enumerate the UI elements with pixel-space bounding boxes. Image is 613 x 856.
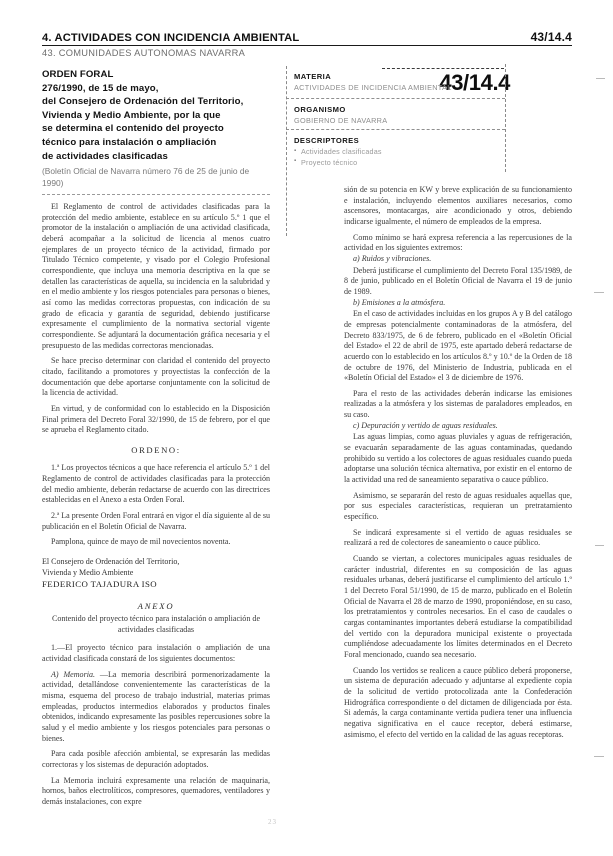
metadata-materia <box>294 72 452 92</box>
paragraph: En el caso de actividades incluidas en los grupos A y B del catálogo de empresas potencialmente contaminadoras de la atmósfera, del Decreto 833/1975, de 6 de febrero, publicado en el «Boletín Oficial del Estado» el 22 de abril de 1975, este apartado deberá redactarse de acuerdo con lo establecido en los artículos 8.º y 10.º de la Orden de 18 de octubre de 1976, del Ministerio de Industria, publicada en el «Boletín Oficial del Estado» el 3 de diciembre de 1976. <box>344 309 572 383</box>
materia-value: ACTIVIDADES DE INCIDENCIA AMBIENTAL <box>294 82 452 92</box>
list-item: ▪ Actividades clasificadas <box>294 147 382 158</box>
title-line: de actividades clasificadas <box>42 150 168 162</box>
paragraph: Cuando se viertan, a colectores municipales aguas residuales de carácter industrial, diferentes en su composición de las aguas residuales urbanas, deberá justificarse el cumplimiento del artículo 1.º 1 del Decreto Foral 51/1990, de 15 de marzo, publicado en el Boletín Oficial de Navarra el 28 de marzo de 1990, proponiéndose, en su caso, los pretratamientos y controles necesarios. En el caso de caudales o cargas contaminantes importantes deberá estudiarse la compatibilidad del vertido con la depuradora municipal existente o proyectada cumpliéndose adecuadamente los límites determinados en el Decreto Foral mencionado, cuando sea necesario. <box>344 554 572 659</box>
descriptores-list <box>294 147 382 169</box>
paragraph: sión de su potencia en KW y breve explicación de su funcionamiento e instalación, incluyendo elementos auxiliares necesarios, como ascensores, montacargas, aire acondicionado y otros, debiendo indicarse igualmente, el número de empleados de la empresa. <box>344 185 572 226</box>
scan-artifact <box>594 292 604 293</box>
organismo-value: GOBIERNO DE NAVARRA <box>294 115 388 125</box>
title-line: Vivienda y Medio Ambiente, por la que <box>42 109 221 121</box>
anexo-a-text: —La memoria describirá pormenorizadamente la actividad, detallándose convenientemente las características de la misma, esquema del proceso de trabajo industrial, materias primas empleadas, productos intermedios elaborados y productos finales obtenidos, indicando expresamente las posibles repercusiones sobre la salud y el medio ambiente y los riesgos potenciales para personas o bienes. <box>42 669 271 743</box>
signature-role: Vivienda y Medio Ambiente <box>42 567 134 577</box>
orden-foral-title <box>42 68 270 163</box>
paragraph: Como mínimo se hará expresa referencia a las repercusiones de la actividad en los siguientes extremos: <box>344 232 572 253</box>
paragraph: 1.—El proyecto técnico para instalación o ampliación de una actividad clasificada constará de los siguientes documentos: <box>42 643 270 663</box>
page-header <box>42 30 572 58</box>
paragraph: El Reglamento de control de actividades clasificadas para la protección del medio ambiente, establece en su artículo 5.º 1 que el promotor de la instalación o ampliación de una actividad clasificada, deberá acompañar a la solicitud de licencia al menos cuatro ejemplares de un proyecto técnico de la actividad, firmado por Titulado Técnico competente, y visado por el Colegio Profesional correspondiente, que incluya una memoria descriptiva en la que se detallen las características de aquella, su incidencia en la salubridad y en el medio ambiente y los riesgos potenciales para personas o bienes, así como las medidas correctoras propuestas, con indicación de su grado de eficacia y garantía de seguridad, debiendo justificarse expresamente el cumplimiento de la normativa sectorial vigente correspondiente. Se adjuntará la documentación gráfica necesaria y el presupuesto de las medidas correctoras mencionadas. <box>42 202 270 350</box>
item-b-title: b) Emisiones a la atmósfera. <box>353 298 446 308</box>
item-b-label <box>344 298 572 309</box>
publication-source: (Boletín Oficial de Navarra número 76 de 25 de junio de 1990) <box>42 166 250 188</box>
item-a-label <box>344 254 572 265</box>
title-line: se determina el contenido del proyecto <box>42 123 224 135</box>
header-subsection: 43. COMUNIDADES AUTONOMAS NAVARRA <box>42 48 246 58</box>
paragraph: Asimismo, se separarán del resto de aguas residuales aquellas que, por sus especiales características, requieran un pretratamiento específico. <box>344 490 572 522</box>
paragraph: 2.ª La presente Orden Foral entrará en vigor el día siguiente al de su publicación en el Boletín Oficial de Navarra. <box>42 510 270 531</box>
paragraph: Deberá justificarse el cumplimiento del Decreto Foral 135/1989, de 8 de junio, publicado en el Boletín Oficial de Navarra el 19 de junio de 1989. <box>344 265 572 296</box>
title-line: del Consejero de Ordenación del Territorio, <box>42 96 244 108</box>
header-top-row <box>42 30 572 44</box>
item-c-title: c) Depuración y vertido de aguas residuales. <box>353 421 498 431</box>
signature-block <box>42 556 270 590</box>
metadata-right-rule <box>505 64 506 172</box>
paragraph: Cuando los vertidos se realicen a cauce público deberá proponerse, un sistema de depuración adecuado y adjuntarse al expediente copia de la solicitud de vertido protocolizada ante la Confederación Hidrográfica correspondiente o del dictamen de diligenciada por ésta. Si además, la carga contaminante vertida pudiera tener una influencia negativa significativa en el cauce receptor, deberá estimarse, asimismo, el efecto del vertido en la calidad de las aguas receptoras. <box>344 665 572 739</box>
header-reference: 43/14.4 <box>530 30 572 44</box>
scan-artifact <box>594 756 604 757</box>
ordeno-heading: ORDENO: <box>131 444 181 455</box>
metadata-descriptores <box>294 136 382 169</box>
header-divider <box>42 45 572 46</box>
metadata-organismo <box>294 105 387 125</box>
metadata-top-divider <box>382 68 504 69</box>
metadata-divider-1 <box>286 98 505 99</box>
paragraph: Se hace preciso determinar con claridad el contenido del proyecto citado, facilitando a promotores y proyectistas la confección de la documentación que debe aportarse conjuntamente con la solicitud de la licencia de actividad. <box>42 356 270 398</box>
paragraph: Las aguas limpias, como aguas pluviales y aguas de refrigeración, se evacuarán separadamente de las aguas contaminadas, quedando prohibido su vertido a los colectores de aguas residuales cuando pueda adoptarse una solución técnica alternativa, por existir en el entorno de la actividad una red de saneamiento separativa o cauce público. <box>344 432 572 485</box>
paragraph: 1.ª Los proyectos técnicos a que hace referencia el artículo 5.º 1 del Reglamento de control de actividades clasificadas para la protección del medio ambiente, deberán redactarse de acuerdo con las directrices establecidas en el Anexo a esta Orden Foral. <box>42 463 270 505</box>
paragraph: En virtud, y de conformidad con lo establecido en la Disposición Final primera del Decreto Foral 32/1990, de 15 de febrero, por el que se aprueba el Reglamento citado. <box>42 403 270 435</box>
materia-label: MATERIA <box>294 72 332 81</box>
column-divider <box>286 66 287 236</box>
item-a-title: a) Ruidos y vibraciones. <box>353 254 432 264</box>
paragraph: Se indicará expresamente si el vertido de aguas residuales se realizará a red de colectores de saneamiento o cauce público. <box>344 527 572 548</box>
descriptores-label: DESCRIPTORES <box>294 136 360 145</box>
right-column <box>344 185 572 741</box>
paragraph: Para cada posible afección ambiental, se expresarán las medidas correctoras y los sistemas de depuración adoptados. <box>42 749 270 769</box>
signature-role: El Consejero de Ordenación del Territorio, <box>42 556 180 566</box>
paragraph: La Memoria incluirá expresamente una relación de maquinaria, hornos, baños electrolíticos, compresores, quemadores, ventiladores y demás instalaciones, con expre <box>42 775 270 806</box>
metadata-big-reference: 43/14.4 <box>439 70 510 95</box>
paragraph-anexo-a <box>42 670 270 745</box>
anexo-subtitle: Contenido del proyecto técnico para instalación o ampliación de actividades clasificadas <box>51 614 261 635</box>
title-line: técnico para instalación o ampliación <box>42 137 217 149</box>
scan-artifact <box>595 545 604 546</box>
title-line: 276/1990, de 15 de mayo, <box>42 82 159 94</box>
anexo-a-label: A) Memoria. <box>51 669 95 679</box>
organismo-label: ORGANISMO <box>294 105 346 114</box>
item-c-label <box>344 421 572 432</box>
signature-name: FEDERICO TAJADURA ISO <box>42 579 158 590</box>
left-column <box>42 68 270 808</box>
title-divider <box>42 194 270 195</box>
list-item: ▪ Proyecto técnico <box>294 158 382 169</box>
orden-foral-kicker: ORDEN FORAL <box>42 69 114 80</box>
metadata-box <box>286 66 572 170</box>
page-title: 4. ACTIVIDADES CON INCIDENCIA AMBIENTAL <box>42 32 300 44</box>
paragraph: Para el resto de las actividades deberán indicarse las emisiones realizadas a la atmósfera y los sistemas de paraladores empleados, en su caso. <box>344 388 572 420</box>
paragraph: Pamplona, quince de mayo de mil novecientos noventa. <box>51 537 231 547</box>
scan-artifact <box>596 78 605 79</box>
metadata-divider-2 <box>286 129 505 130</box>
anexo-heading: ANEXO <box>137 601 175 612</box>
page-number: 23 <box>268 818 277 826</box>
